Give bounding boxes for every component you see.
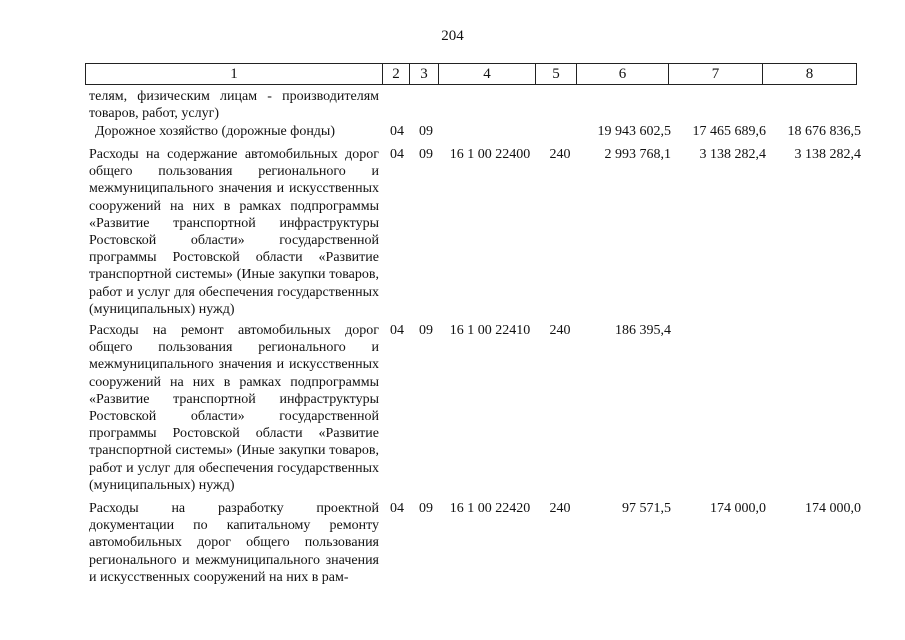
row-subsection-code: 09 bbox=[419, 124, 433, 139]
row-description: Расходы на разработку проектной документации по капитальному ремонту автомобильных дорог общего пользования регионального и межмуниципального значения и искусственных сооружений на них в рам- bbox=[89, 501, 379, 585]
column-header-5: 5 bbox=[536, 64, 577, 85]
row-section-code: 04 bbox=[390, 147, 404, 162]
row-amount-col6: 97 571,5 bbox=[622, 501, 671, 516]
row-expense-type: 240 bbox=[549, 323, 571, 338]
row-subsection-code: 09 bbox=[419, 501, 433, 516]
row-amount-col8: 18 676 836,5 bbox=[787, 124, 861, 139]
row-target-article: 16 1 00 22420 bbox=[449, 501, 531, 516]
row-description: Дорожное хозяйство (дорожные фонды) bbox=[95, 124, 336, 139]
row-subsection-code: 09 bbox=[419, 147, 433, 162]
row-description: телям, физическим лицам - производителям товаров, работ, услуг) bbox=[89, 89, 379, 122]
row-target-article: 16 1 00 22400 bbox=[449, 147, 531, 162]
row-amount-col6: 186 395,4 bbox=[615, 323, 671, 338]
row-amount-col7: 17 465 689,6 bbox=[692, 124, 766, 139]
row-section-code: 04 bbox=[390, 124, 404, 139]
row-amount-col6: 19 943 602,5 bbox=[597, 124, 671, 139]
page-number: 204 bbox=[441, 28, 464, 44]
column-header-8: 8 bbox=[763, 64, 857, 85]
row-amount-col7: 174 000,0 bbox=[710, 501, 766, 516]
column-header-1: 1 bbox=[86, 64, 383, 85]
row-amount-col8: 3 138 282,4 bbox=[794, 147, 861, 162]
column-header-3: 3 bbox=[410, 64, 439, 85]
row-section-code: 04 bbox=[390, 323, 404, 338]
column-header-6: 6 bbox=[577, 64, 669, 85]
row-subsection-code: 09 bbox=[419, 323, 433, 338]
row-expense-type: 240 bbox=[549, 147, 571, 162]
row-target-article: 16 1 00 22410 bbox=[449, 323, 531, 338]
row-amount-col6: 2 993 768,1 bbox=[604, 147, 671, 162]
column-header-7: 7 bbox=[669, 64, 763, 85]
column-header-4: 4 bbox=[439, 64, 536, 85]
row-description: Расходы на ремонт автомобильных дорог общего пользования регионального и межмуниципального значения и искусственных сооружений на них в рамках подпрограммы «Развитие транспортной инфраструктуры Ростовской области» государственной программы Ростовской области «Развитие транспортной системы» (Иные закупки товаров, работ и услуг для обеспечения государственных (муниципальных) нужд) bbox=[89, 323, 379, 493]
row-section-code: 04 bbox=[390, 501, 404, 516]
row-amount-col8: 174 000,0 bbox=[805, 501, 861, 516]
row-expense-type: 240 bbox=[549, 501, 571, 516]
row-amount-col7: 3 138 282,4 bbox=[699, 147, 766, 162]
column-header-2: 2 bbox=[383, 64, 410, 85]
row-description: Расходы на содержание автомобильных дорог общего пользования регионального и межмуниципального значения и искусственных сооружений на них в рамках подпрограммы «Развитие транспортной инфраструктуры Ростовской области» государственной программы Ростовской области «Развитие транспортной системы» (Иные закупки товаров, работ и услуг для обеспечения государственных (муниципальных) нужд) bbox=[89, 147, 379, 317]
column-header-row bbox=[85, 63, 857, 85]
